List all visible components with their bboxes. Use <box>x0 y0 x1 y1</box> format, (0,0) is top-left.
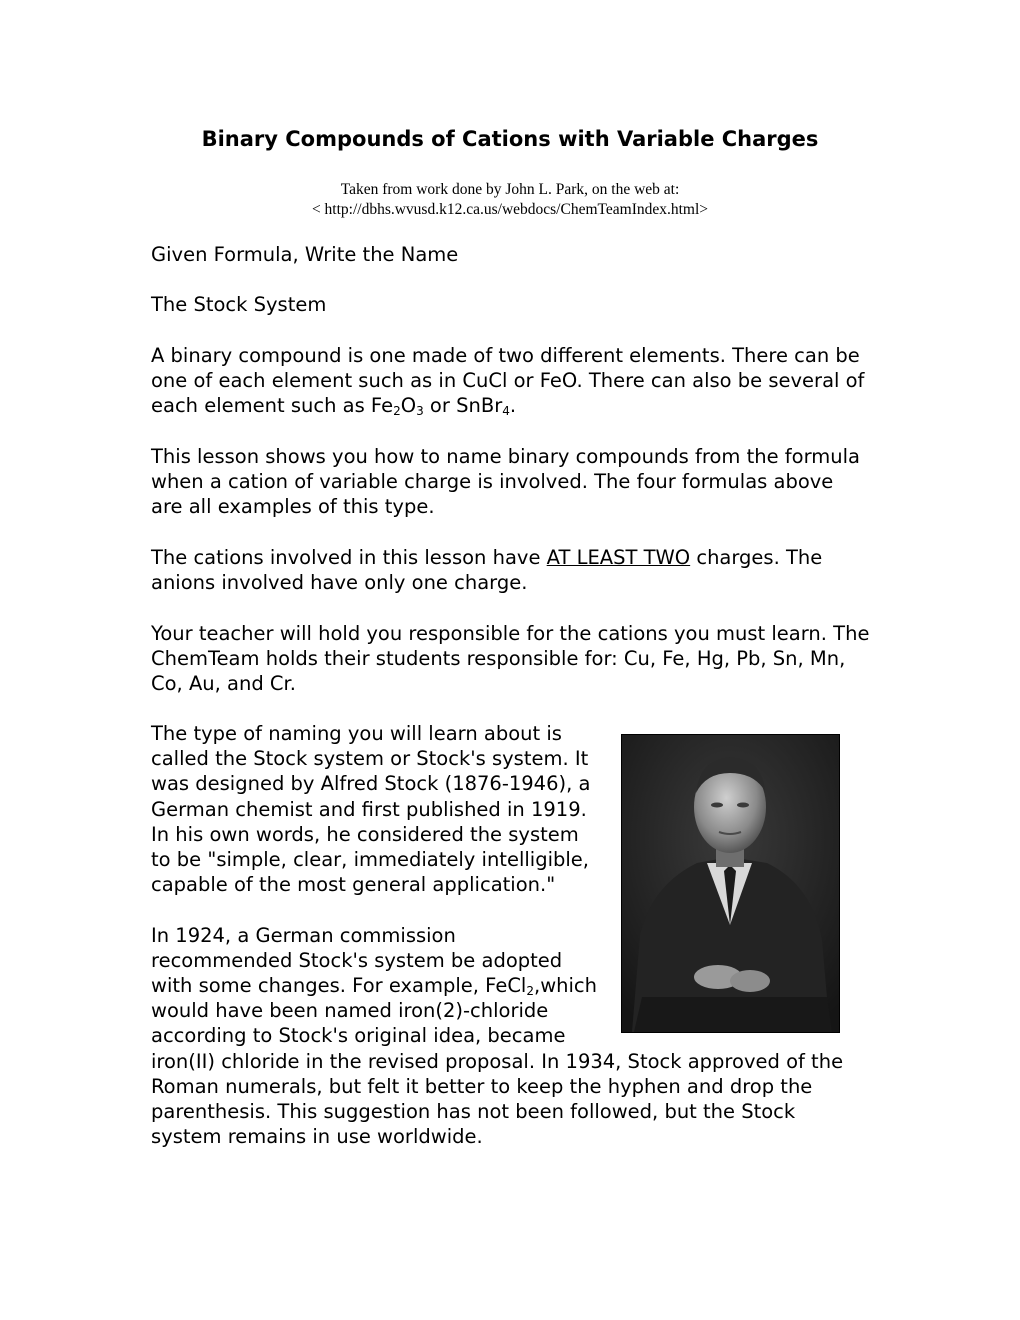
text-run: The cations involved in this lesson have <box>151 546 547 569</box>
subscript: 2 <box>393 404 401 419</box>
text-run: A binary compound is one made of two different elements. There can be one of each element such as in CuCl or FeO. There can also be several of each element such as Fe <box>151 344 865 418</box>
text-run: O <box>400 394 417 418</box>
portrait-image <box>622 735 839 1032</box>
alfred-stock-portrait <box>621 734 840 1033</box>
subscript: 4 <box>502 404 510 419</box>
text-run: or SnBr <box>423 394 503 418</box>
source-credit <box>0 180 1020 220</box>
text-run: ,which would have been named iron(2)-chloride according to Stock's original idea, became iron(II) chloride in the revised proposal. In 1934, Stock approved of the Roman numerals, but felt it better to keep the hyphen and drop the parenthesis. This suggestion has not been followed, but the Stock system remains in use worldwide. <box>151 974 844 1149</box>
paragraph-lesson-purpose: This lesson shows you how to name binary compounds from the formula when a cation of variable charge is involved. The four formulas above are all examples of this type. <box>151 445 860 519</box>
paragraph-stock-system-origin: The type of naming you will learn about is called the Stock system or Stock's system. It was designed by Alfred Stock (1876-1946), a German chemist and first published in 1919. In his own words, he considered the system to be "simple, clear, immediately intelligible, capable of the most general application." <box>151 722 591 897</box>
underlined-emphasis: AT LEAST TWO <box>546 546 691 569</box>
text-run: . <box>509 394 517 418</box>
paragraph-responsible-cations: Your teacher will hold you responsible for the cations you must learn. The ChemTeam holds their students responsible for: Cu, Fe, Hg, Pb, Sn, Mn, Co, Au, and Cr. <box>151 622 870 696</box>
document-title: Binary Compounds of Cations with Variable Charges <box>201 127 819 151</box>
source-url: < http://dbhs.wvusd.k12.ca.us/webdocs/ChemTeamIndex.html> <box>311 201 709 218</box>
text-run: charges. The anions involved have only one charge. <box>151 546 823 595</box>
section-heading-given-formula: Given Formula, Write the Name <box>151 243 459 266</box>
paragraph-cation-charges <box>151 545 871 595</box>
section-heading-stock-system: The Stock System <box>151 293 327 316</box>
subscript: 3 <box>416 404 424 419</box>
paragraph-binary-compound <box>151 343 871 419</box>
subscript: 2 <box>526 984 534 999</box>
credit-line: Taken from work done by John L. Park, on the web at: <box>340 181 680 198</box>
text-run: In 1924, a German commission recommended Stock's system be adopted with some changes. For example, FeCl <box>151 923 563 998</box>
stock-history-section <box>151 721 871 1175</box>
